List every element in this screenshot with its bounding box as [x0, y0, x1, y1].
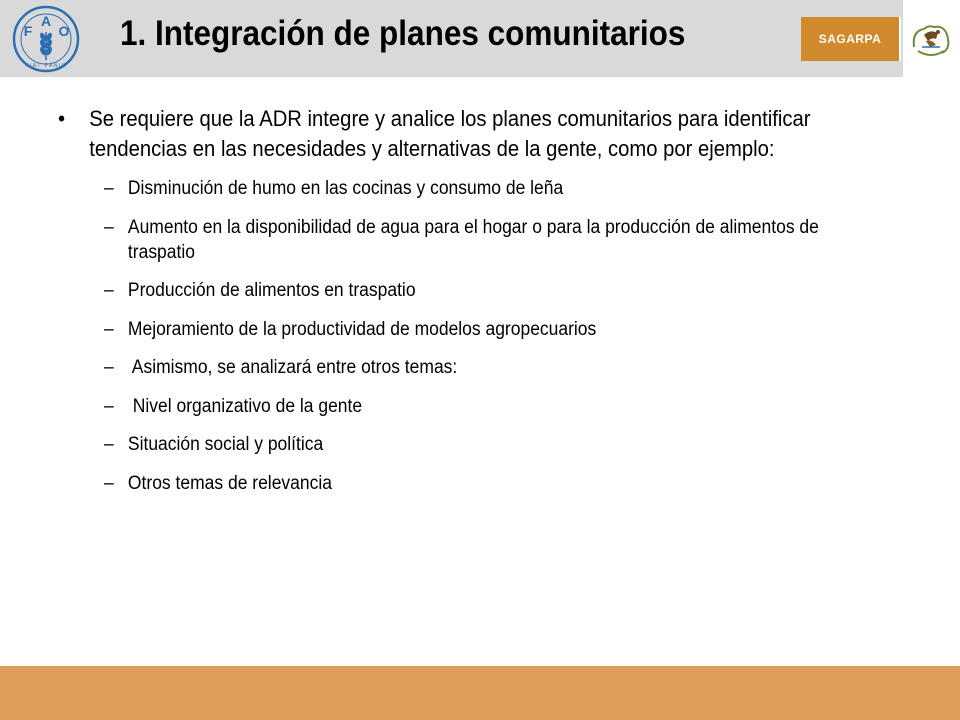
sub-bullet-item [58, 394, 846, 419]
main-bullet-text: Se requiere que la ADR integre y analice los planes comunitarios para identificar tendencias en las necesidades y alternativas de la gente, como por ejemplo: [89, 106, 811, 161]
sub-bullet-text: Disminución de humo en las cocinas y consumo de leña [127, 178, 564, 199]
sub-bullet-text: Aumento en la disponibilidad de agua para el hogar o para la producción de alimentos de traspatio [127, 216, 819, 263]
dash-marker: – [104, 434, 114, 455]
sub-bullet-text: Producción de alimentos en traspatio [127, 280, 416, 301]
wheat-icon [39, 32, 52, 60]
sub-bullet-item [58, 317, 846, 342]
sub-bullet-item [58, 471, 846, 496]
sagarpa-logo-text: SAGARPA [818, 32, 882, 46]
page-title: 1. Integración de planes comunitarios [120, 14, 686, 53]
dash-marker: – [104, 280, 114, 301]
dash-marker: – [104, 178, 114, 199]
dash-marker: – [104, 318, 114, 340]
logo-divider [899, 17, 901, 61]
sub-bullet-item [58, 355, 846, 380]
sagarpa-logo [801, 17, 899, 61]
sub-bullet-item [58, 278, 846, 303]
sub-bullet-text: Asimismo, se analizará entre otros temas: [127, 357, 458, 378]
fao-letter-a: A [40, 13, 52, 29]
sub-bullet-text: Otros temas de relevancia [127, 472, 332, 494]
dash-marker: – [104, 357, 114, 378]
main-bullet [58, 104, 853, 164]
dash-marker: – [104, 395, 114, 417]
bullet-marker: • [58, 106, 66, 131]
sub-bullet-text: Nivel organizativo de la gente [127, 395, 363, 417]
fao-logo [6, 4, 86, 74]
dash-marker: – [104, 216, 114, 238]
sub-bullet-list [58, 176, 878, 496]
mexico-seal-icon [906, 17, 956, 63]
sub-bullet-text: Situación social y política [127, 434, 324, 455]
sub-bullet-item [58, 176, 846, 201]
sub-bullet-item [58, 432, 846, 457]
fao-letter-f: F [23, 23, 33, 39]
fao-letter-o: O [58, 23, 70, 39]
sub-bullet-text: Mejoramiento de la productividad de modelos agropecuarios [127, 318, 597, 340]
dash-marker: – [104, 472, 114, 494]
sub-bullet-item [58, 215, 846, 265]
fao-motto: FIAT PANIS [25, 63, 67, 69]
slide-content [58, 104, 878, 509]
footer-band [0, 666, 960, 720]
